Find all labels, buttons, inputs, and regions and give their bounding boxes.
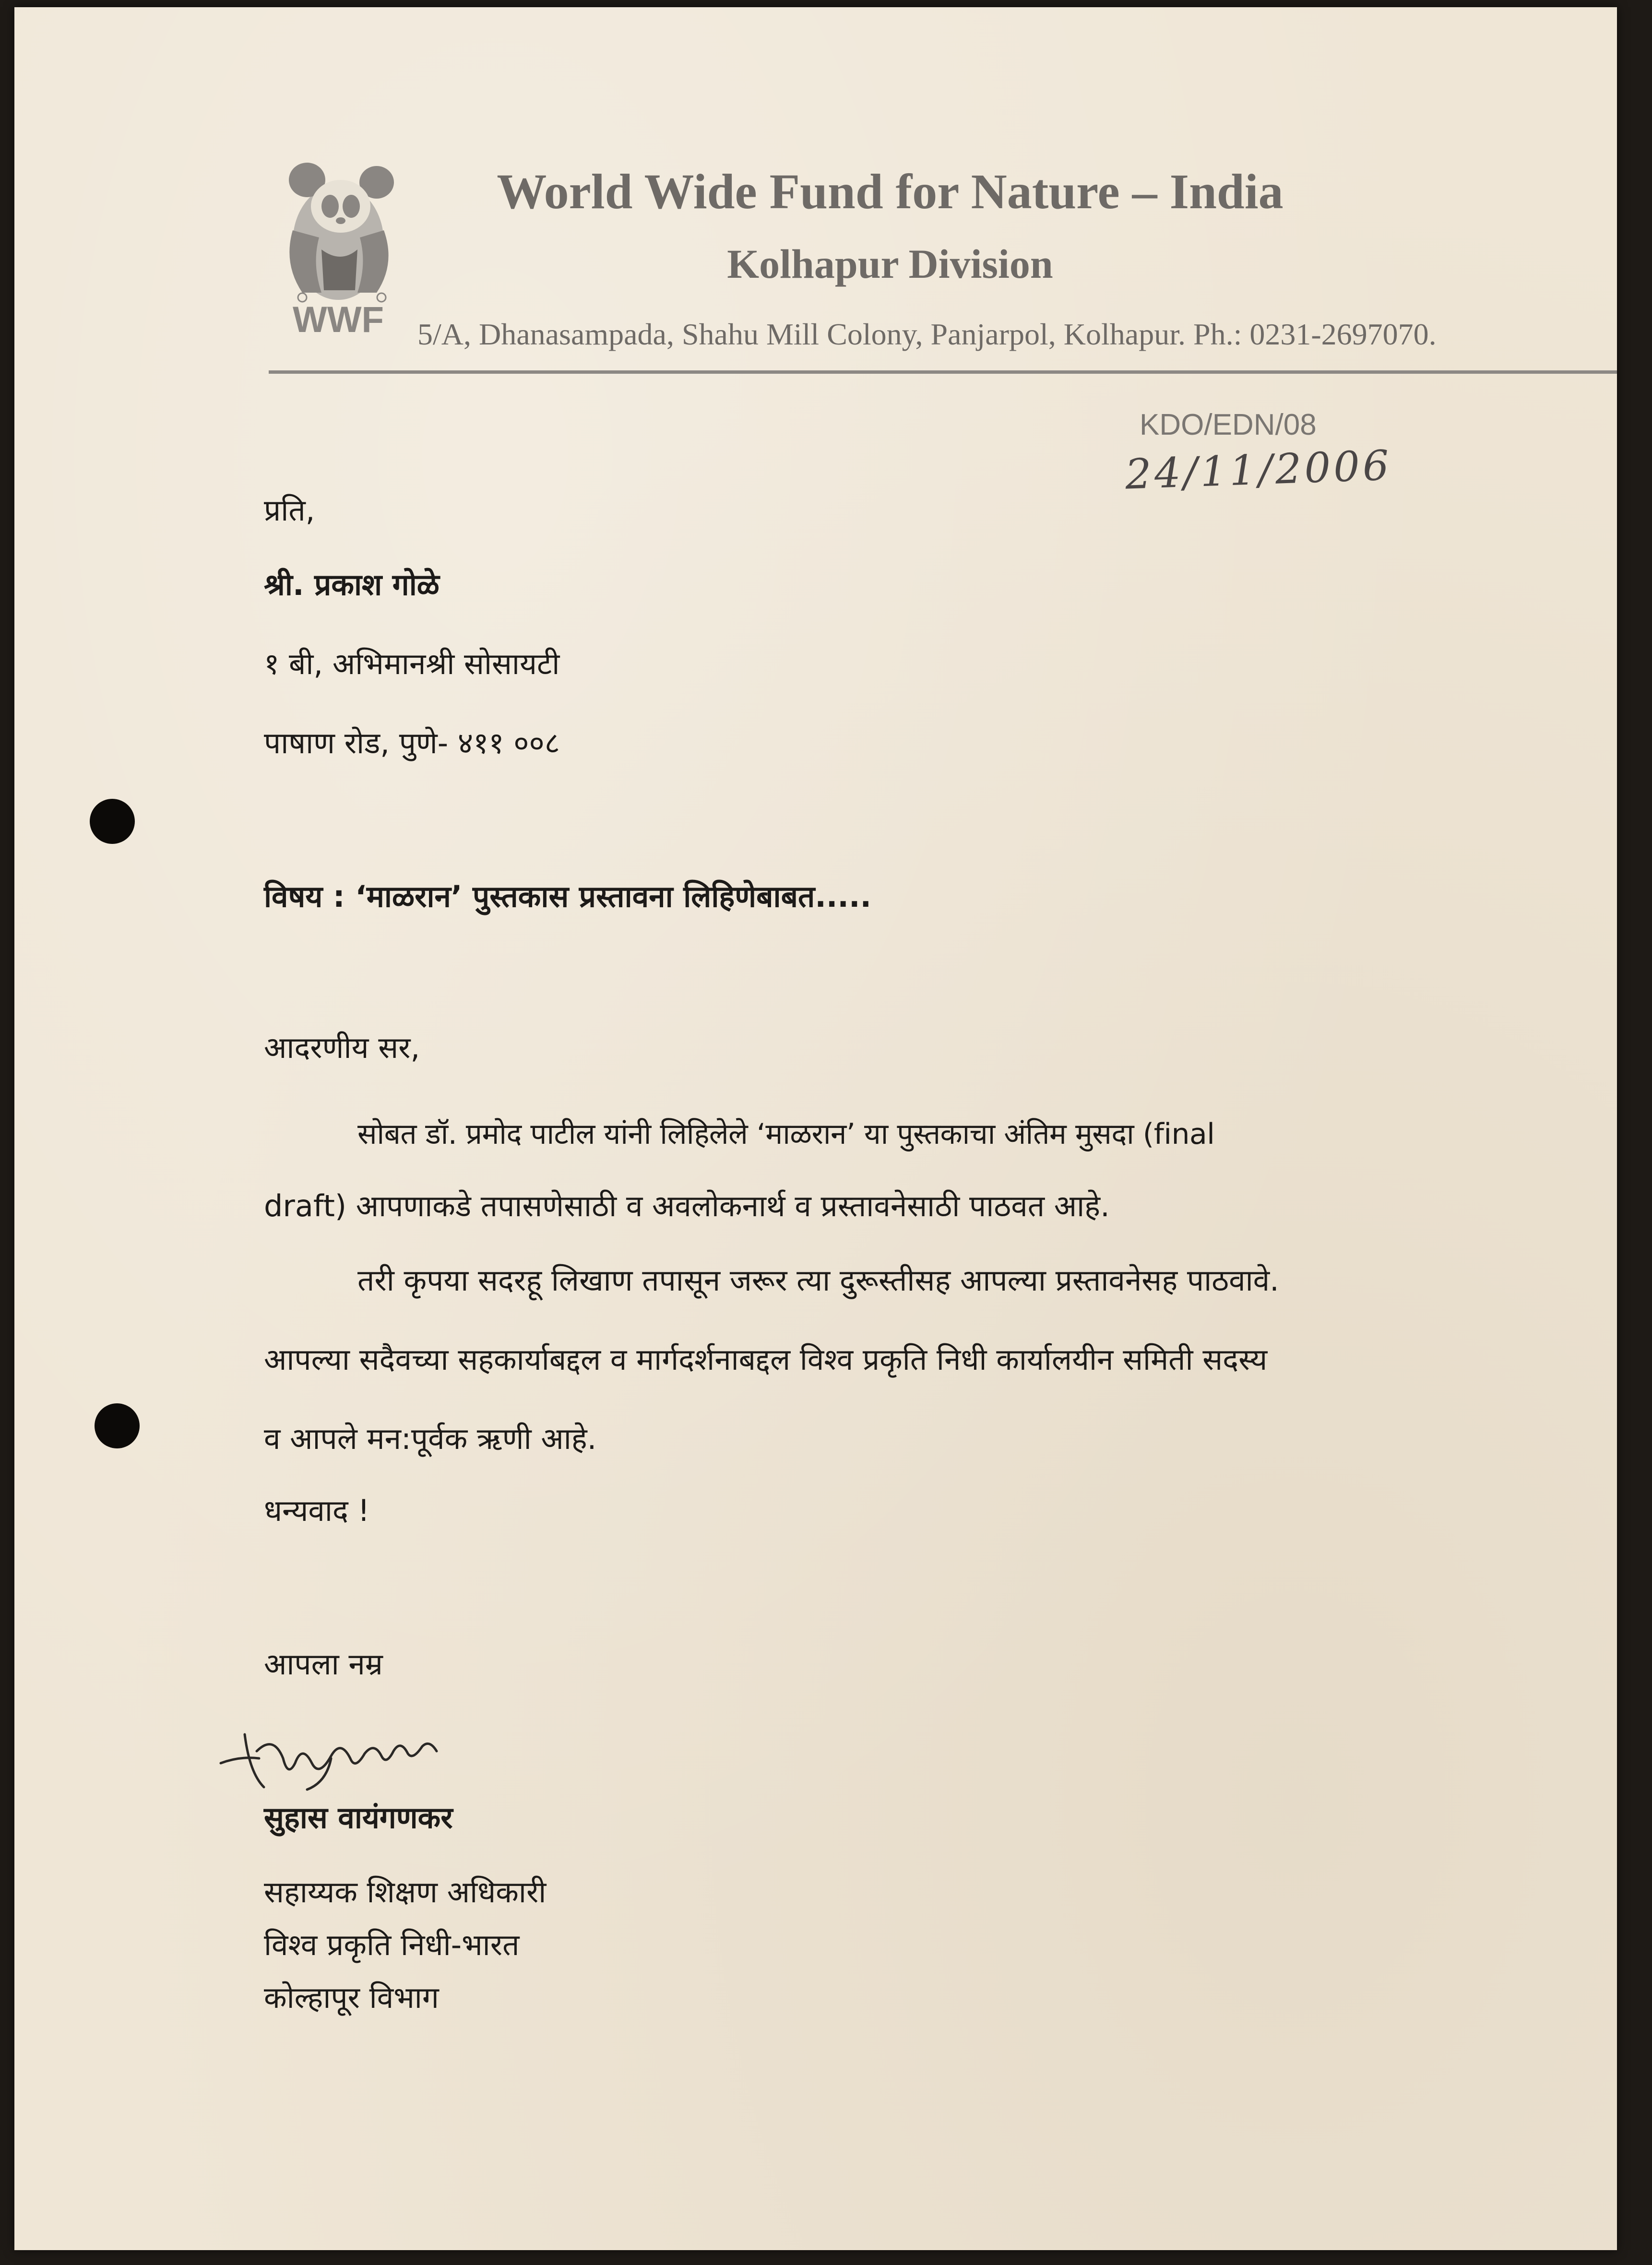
organization-name: World Wide Fund for Nature – India bbox=[497, 164, 1284, 219]
body-paragraph2-line3: व आपले मन:पूर्वक ऋणी आहे. bbox=[264, 1421, 597, 1456]
organization-address: 5/A, Dhanasampada, Shahu Mill Colony, Panjarpol, Kolhapur. Ph.: 0231-2697070. bbox=[417, 317, 1437, 351]
svg-text:WWF: WWF bbox=[293, 299, 384, 340]
greeting: आदरणीय सर, bbox=[264, 1030, 420, 1065]
signer-name: सुहास वायंगणकर bbox=[264, 1800, 453, 1835]
thanks: धन्यवाद ! bbox=[264, 1493, 370, 1528]
letter-subject: विषय : ‘माळरान’ पुस्तकास प्रस्तावना लिहिणेबाबत..... bbox=[264, 879, 872, 914]
body-paragraph2-line1: तरी कृपया सदरहू लिखाण तपासून जरूर त्या दुरूस्तीसह आपल्या प्रस्तावनेसह पाठवावे. bbox=[357, 1263, 1279, 1298]
signature-icon bbox=[211, 1706, 461, 1797]
reference-number: KDO/EDN/08 bbox=[1140, 408, 1317, 441]
signer-designation: सहाय्यक शिक्षण अधिकारी bbox=[264, 1874, 547, 1909]
recipient-to: प्रति, bbox=[264, 493, 315, 528]
body-paragraph2-line2: आपल्या सदैवच्या सहकार्याबद्दल व मार्गदर्शनाबद्दल विश्व प्रकृति निधी कार्यालयीन समिती सदस्य bbox=[264, 1342, 1268, 1377]
handwritten-date: 24/11/2006 bbox=[1124, 441, 1393, 499]
body-paragraph1-line2: draft) आपणाकडे तपासणेसाठी व अवलोकनार्थ व प्रस्तावनेसाठी पाठवत आहे. bbox=[264, 1188, 1110, 1223]
closing-yours: आपला नम्र bbox=[264, 1647, 383, 1682]
letterhead-divider bbox=[269, 370, 1617, 374]
punch-hole-top bbox=[90, 799, 135, 844]
body-paragraph1-line1: सोबत डॉ. प्रमोद पाटील यांनी लिहिलेले ‘माळरान’ या पुस्तकाचा अंतिम मुसदा (final bbox=[357, 1117, 1215, 1151]
signer-office: कोल्हापूर विभाग bbox=[264, 1980, 439, 2015]
recipient-address-line2: पाषाण रोड, पुणे- ४११ ००८ bbox=[264, 725, 560, 760]
signer-organization: विश्व प्रकृति निधी-भारत bbox=[264, 1927, 520, 1962]
punch-hole-bottom bbox=[95, 1403, 140, 1448]
recipient-name: श्री. प्रकाश गोळे bbox=[264, 567, 440, 602]
recipient-address-line1: १ बी, अभिमानश्री सोसायटी bbox=[264, 646, 560, 681]
organization-division: Kolhapur Division bbox=[727, 241, 1053, 287]
